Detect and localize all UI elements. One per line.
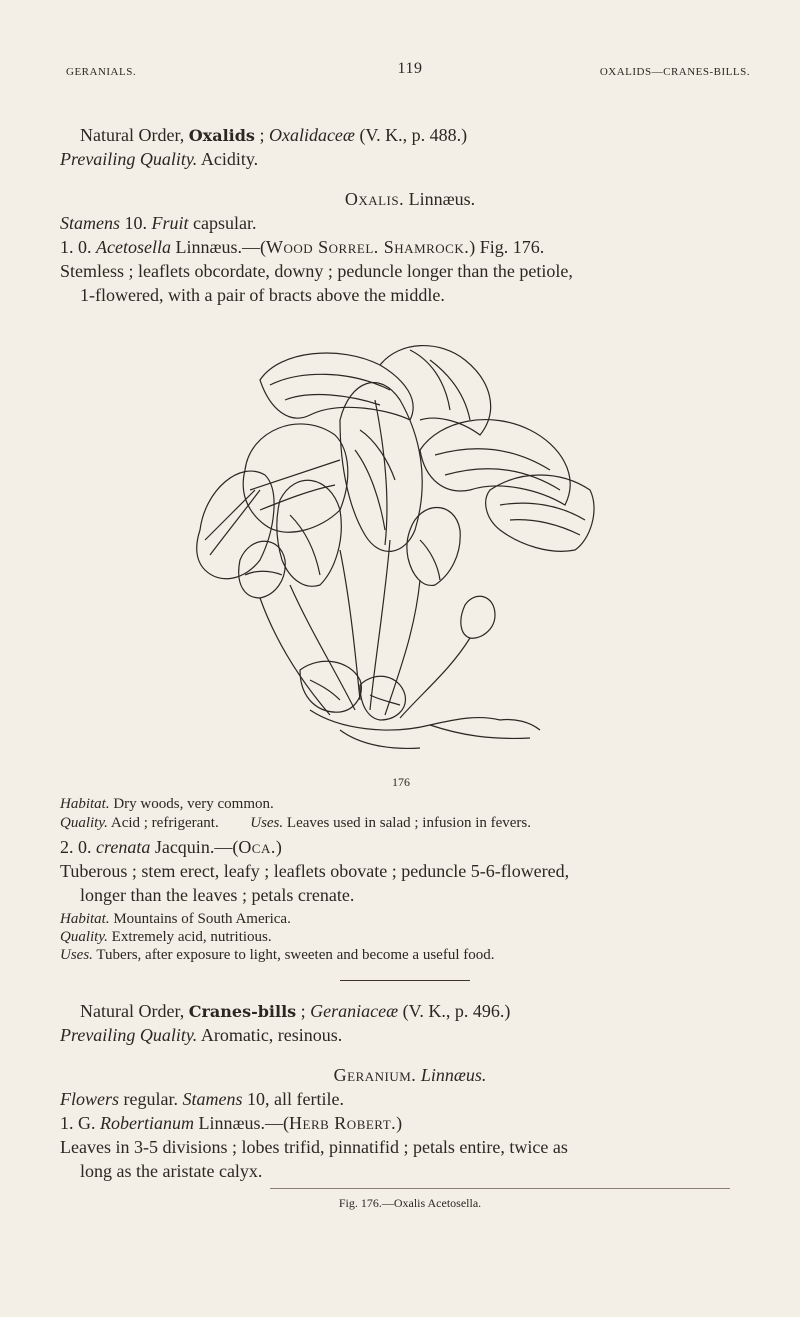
genus-author: Linnæus.: [408, 189, 476, 209]
species-author: Linnæus.—(: [175, 237, 266, 257]
oxalis-quality-line: [60, 148, 760, 171]
species-fig-ref: ) Fig. 176.: [469, 237, 545, 257]
oxalis-species-2-habitat: [60, 910, 760, 928]
species-name: Acetosella: [96, 237, 171, 257]
species-close: ): [275, 837, 282, 857]
geranium-species-1-desc-1: Leaves in 3-5 divisions ; lobes trifid, pinnatifid ; petals entire, twice as: [60, 1137, 568, 1157]
uses-value: Leaves used in salad ; infusion in fevers.: [286, 815, 532, 831]
oxalis-stamens-line: [60, 212, 760, 235]
order-ref: (V. K., p. 488.): [359, 125, 468, 145]
geranium-genus-line: [60, 1064, 760, 1087]
stamens-value: 10, all fertile.: [247, 1089, 344, 1109]
species-common-name: Wood Sorrel. Shamrock.: [266, 237, 470, 257]
running-head-right: OXALIDS—CRANES-BILLS.: [599, 66, 750, 78]
quality-value: Acid ; refrigerant.: [110, 815, 219, 831]
order-prefix: Natural Order,: [80, 125, 185, 145]
uses-label: Uses.: [250, 815, 284, 831]
species-name: Robertianum: [100, 1113, 194, 1133]
species-close: ): [396, 1113, 403, 1133]
quality-label: Prevailing Quality.: [60, 1025, 198, 1045]
geranium-flowers-line: [60, 1088, 760, 1111]
oxalis-order-line: Natural Order, Oxalids ; Oxalidaceæ (V. K., p. 488.): [80, 125, 468, 145]
oxalis-species-1-desc-2: 1-flowered, with a pair of bracts above the middle.: [80, 285, 445, 305]
page-number: 119: [397, 60, 423, 77]
oxalis-species-2-quality: [60, 928, 760, 946]
figure-number: 176: [392, 775, 410, 789]
stamens-value: 10.: [124, 213, 147, 233]
fruit-label: Fruit: [151, 213, 189, 233]
stamens-label: Stamens: [182, 1089, 243, 1109]
order-latin: Oxalidaceæ: [268, 125, 355, 145]
oxalis-species-1-habitat: [60, 795, 760, 813]
species-number: 1. 0.: [60, 237, 92, 257]
habitat-value: Mountains of South America.: [113, 911, 291, 927]
oxalis-species-2-title: [60, 836, 760, 859]
flowers-value: regular.: [123, 1089, 178, 1109]
species-common-name: Oca.: [238, 837, 276, 857]
order-latin: Geraniaceæ: [310, 1001, 399, 1021]
species-number: 2. 0.: [60, 837, 92, 857]
order-name: Cranes-bills: [188, 1002, 297, 1021]
uses-label: Uses.: [60, 947, 93, 963]
genus-name: Geranium.: [333, 1065, 417, 1085]
quality-value: Extremely acid, nutritious.: [111, 929, 272, 945]
species-common-name: Herb Robert.: [289, 1113, 397, 1133]
oxalis-genus-line: [60, 188, 760, 211]
genus-author: Linnæus.: [420, 1065, 487, 1085]
quality-label: Quality.: [60, 815, 108, 831]
oxalis-species-1-desc-1: Stemless ; leaflets obcordate, downy ; peduncle longer than the petiole,: [60, 261, 573, 281]
quality-label: Quality.: [60, 929, 108, 945]
order-ref: (V. K., p. 496.): [402, 1001, 511, 1021]
oxalis-species-1-title: [60, 236, 760, 259]
geranium-order-line: Natural Order, Cranes-bills ; Geraniaceæ (V. K., p. 496.): [80, 1001, 511, 1021]
oxalis-species-1-quality-uses: [60, 814, 760, 832]
species-number: 1. G.: [60, 1113, 96, 1133]
genus-name: Oxalis.: [344, 189, 405, 209]
order-name: Oxalids: [188, 126, 255, 145]
quality-value: Aromatic, resinous.: [200, 1025, 343, 1045]
uses-value: Tubers, after exposure to light, sweeten and become a useful food.: [96, 947, 495, 963]
habitat-label: Habitat.: [60, 796, 110, 812]
figure-caption: Fig. 176.—Oxalis Acetosella.: [338, 1196, 482, 1210]
species-author: Linnæus.—(: [198, 1113, 290, 1133]
species-author: Jacquin.—(: [154, 837, 239, 857]
habitat-label: Habitat.: [60, 911, 110, 927]
flowers-label: Flowers: [60, 1089, 120, 1109]
geranium-quality-line: [60, 1024, 760, 1047]
geranium-species-1-desc-2: long as the aristate calyx.: [80, 1161, 263, 1181]
running-head-left: GERANIALS.: [66, 66, 137, 78]
caption-rule: [270, 1188, 730, 1189]
geranium-species-1-title: [60, 1112, 760, 1135]
species-name: crenata: [96, 837, 151, 857]
oxalis-species-2-desc-2: longer than the leaves ; petals crenate.: [80, 885, 355, 905]
section-divider: [340, 980, 470, 981]
oxalis-species-2-uses: [60, 946, 760, 964]
fruit-value: capsular.: [193, 213, 257, 233]
quality-value: Acidity.: [200, 149, 259, 169]
oxalis-acetosella-illustration: [190, 340, 610, 760]
running-head: [60, 60, 760, 84]
habitat-value: Dry woods, very common.: [113, 796, 274, 812]
stamens-label: Stamens: [60, 213, 120, 233]
quality-label: Prevailing Quality.: [60, 149, 198, 169]
order-prefix: Natural Order,: [80, 1001, 185, 1021]
oxalis-species-2-desc-1: Tuberous ; stem erect, leafy ; leaflets obovate ; peduncle 5-6-flowered,: [60, 861, 570, 881]
